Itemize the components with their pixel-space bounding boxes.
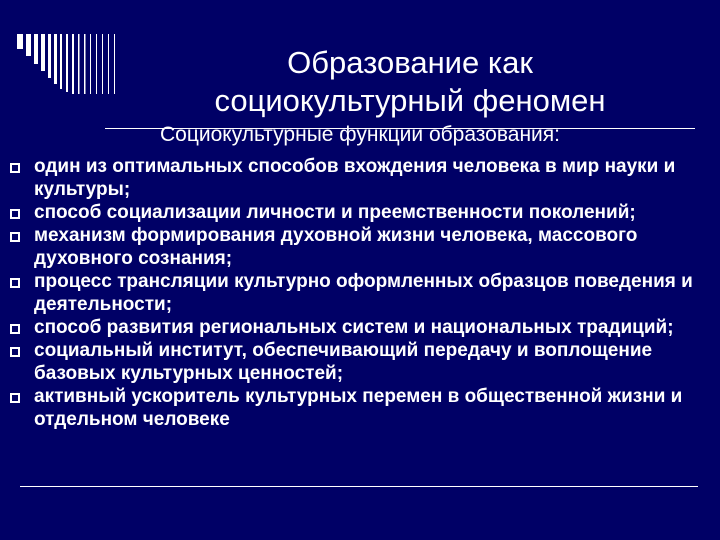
decorative-vertical-lines	[17, 34, 127, 94]
bullet-text: способ развития региональных систем и национальных традиций;	[34, 317, 674, 338]
bullet-text: социальный институт, обеспечивающий передачу и воплощение базовых культурных ценностей;	[34, 340, 653, 384]
bottom-divider	[20, 486, 698, 487]
square-bullet-icon	[10, 324, 20, 334]
square-bullet-icon	[10, 209, 20, 219]
list-item	[10, 224, 710, 270]
list-item	[10, 316, 710, 339]
square-bullet-icon	[10, 393, 20, 403]
list-item	[10, 385, 710, 431]
list-item	[10, 270, 710, 316]
bullet-text: способ социализации личности и преемственности поколений;	[34, 202, 636, 223]
list-item	[10, 155, 710, 201]
square-bullet-icon	[10, 232, 20, 242]
list-item	[10, 201, 710, 224]
bullet-list	[10, 155, 710, 431]
bullet-text: процесс трансляции культурно оформленных образцов поведения и деятельности;	[34, 271, 693, 315]
bullet-text: механизм формирования духовной жизни человека, массового духовного сознания;	[34, 225, 638, 269]
square-bullet-icon	[10, 278, 20, 288]
slide-subtitle: Социокультурные функции образования:	[160, 123, 560, 146]
bullet-text: один из оптимальных способов вхождения человека в мир науки и культуры;	[34, 156, 676, 200]
title-line-2: социокультурный феномен	[214, 83, 606, 118]
square-bullet-icon	[10, 163, 20, 173]
list-item	[10, 339, 710, 385]
slide-title	[150, 44, 670, 120]
square-bullet-icon	[10, 347, 20, 357]
title-line-1: Образование как	[287, 45, 533, 80]
bullet-text: активный ускоритель культурных перемен в общественной жизни и отдельном человеке	[34, 386, 683, 430]
